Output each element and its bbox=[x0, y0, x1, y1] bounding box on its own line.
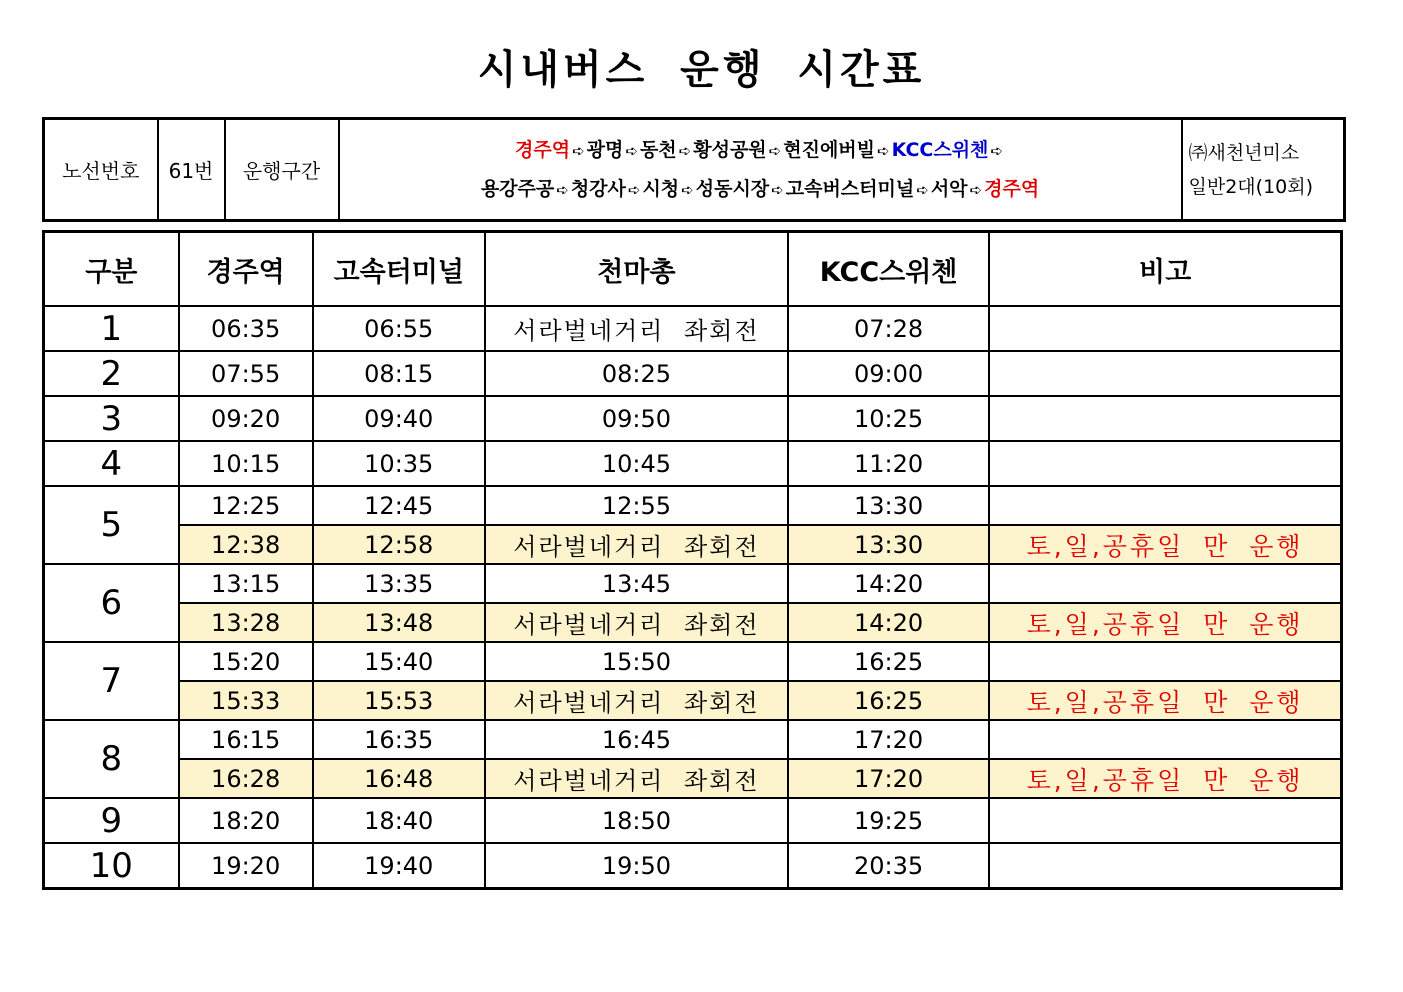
time-cell: 09:20 bbox=[179, 396, 313, 441]
remark-cell bbox=[989, 642, 1341, 681]
time-cell: 16:28 bbox=[179, 759, 313, 798]
trip-row bbox=[44, 396, 1342, 441]
column-header: 비고 bbox=[989, 232, 1341, 307]
time-cell: 12:58 bbox=[313, 525, 485, 564]
trip-row bbox=[44, 798, 1342, 843]
route-stop: 경주역 bbox=[515, 138, 571, 161]
trip-row bbox=[44, 843, 1342, 889]
column-header: 경주역 bbox=[179, 232, 313, 307]
arrow-right-icon: ➪ bbox=[916, 180, 929, 199]
remark-cell bbox=[989, 351, 1341, 396]
trip-row bbox=[44, 351, 1342, 396]
time-cell: 09:50 bbox=[485, 396, 788, 441]
time-cell: 18:20 bbox=[179, 798, 313, 843]
remark-cell: 토,일,공휴일 만 운행 bbox=[989, 681, 1341, 720]
trip-number: 7 bbox=[44, 642, 179, 720]
time-cell: 11:20 bbox=[788, 441, 989, 486]
time-cell: 14:20 bbox=[788, 603, 989, 642]
time-cell: 15:40 bbox=[313, 642, 485, 681]
time-cell: 16:48 bbox=[313, 759, 485, 798]
time-cell: 13:30 bbox=[788, 486, 989, 525]
trip-row bbox=[44, 306, 1342, 351]
remark-cell bbox=[989, 441, 1341, 486]
time-cell: 17:20 bbox=[788, 759, 989, 798]
route-stop: KCC스위첸 bbox=[891, 138, 989, 161]
schedule-table bbox=[42, 230, 1343, 890]
route-stop: 성동시장 bbox=[695, 177, 770, 200]
time-cell: 13:45 bbox=[485, 564, 788, 603]
weekend-trip-row bbox=[44, 759, 1342, 798]
operator-info bbox=[1182, 119, 1345, 221]
time-cell: 17:20 bbox=[788, 720, 989, 759]
column-header: 고속터미널 bbox=[313, 232, 485, 307]
time-cell: 18:40 bbox=[313, 798, 485, 843]
operator-name: ㈜새천년미소 bbox=[1188, 141, 1300, 164]
route-stop: 동천 bbox=[639, 138, 677, 161]
time-cell: 08:25 bbox=[485, 351, 788, 396]
time-cell: 14:20 bbox=[788, 564, 989, 603]
trip-number: 10 bbox=[44, 843, 179, 889]
time-cell: 서라벌네거리 좌회전 bbox=[485, 306, 788, 351]
time-cell: 07:28 bbox=[788, 306, 989, 351]
time-cell: 13:30 bbox=[788, 525, 989, 564]
time-cell: 13:15 bbox=[179, 564, 313, 603]
weekend-trip-row bbox=[44, 525, 1342, 564]
trip-number: 5 bbox=[44, 486, 179, 564]
route-stop: 시청 bbox=[642, 177, 680, 200]
time-cell: 16:25 bbox=[788, 681, 989, 720]
route-section-label: 운행구간 bbox=[225, 119, 339, 221]
time-cell: 19:50 bbox=[485, 843, 788, 889]
remark-cell: 토,일,공휴일 만 운행 bbox=[989, 759, 1341, 798]
time-cell: 15:20 bbox=[179, 642, 313, 681]
route-stop: 경주역 bbox=[984, 177, 1040, 200]
trip-number: 3 bbox=[44, 396, 179, 441]
time-cell: 19:40 bbox=[313, 843, 485, 889]
arrow-right-icon: ➪ bbox=[768, 141, 782, 160]
arrow-right-icon: ➪ bbox=[627, 180, 641, 199]
time-cell: 12:45 bbox=[313, 486, 485, 525]
trip-number: 2 bbox=[44, 351, 179, 396]
arrow-right-icon: ➪ bbox=[625, 141, 638, 160]
arrow-right-icon: ➪ bbox=[877, 141, 890, 160]
route-stop: 청강사 bbox=[570, 177, 626, 200]
time-cell: 10:15 bbox=[179, 441, 313, 486]
column-header: KCC스위첸 bbox=[788, 232, 989, 307]
route-path bbox=[339, 119, 1182, 221]
remark-cell bbox=[989, 798, 1341, 843]
arrow-right-icon: ➪ bbox=[572, 141, 585, 160]
column-header: 구분 bbox=[44, 232, 179, 307]
time-cell: 15:50 bbox=[485, 642, 788, 681]
trip-row bbox=[44, 720, 1342, 759]
remark-cell: 토,일,공휴일 만 운행 bbox=[989, 603, 1341, 642]
page-title: 시내버스 운행 시간표 bbox=[477, 47, 926, 93]
route-info-table bbox=[42, 117, 1346, 222]
arrow-right-icon: ➪ bbox=[556, 180, 569, 199]
route-stop: 용강주공 bbox=[480, 177, 555, 200]
time-cell: 16:15 bbox=[179, 720, 313, 759]
trip-number: 1 bbox=[44, 306, 179, 351]
weekend-trip-row bbox=[44, 681, 1342, 720]
time-cell: 09:40 bbox=[313, 396, 485, 441]
time-cell: 19:25 bbox=[788, 798, 989, 843]
time-cell: 19:20 bbox=[179, 843, 313, 889]
trip-row bbox=[44, 642, 1342, 681]
remark-cell bbox=[989, 396, 1341, 441]
remark-cell bbox=[989, 306, 1341, 351]
route-number-value: 61번 bbox=[158, 119, 225, 221]
trip-row bbox=[44, 564, 1342, 603]
time-cell: 20:35 bbox=[788, 843, 989, 889]
trip-row bbox=[44, 486, 1342, 525]
time-cell: 10:35 bbox=[313, 441, 485, 486]
time-cell: 서라벌네거리 좌회전 bbox=[485, 603, 788, 642]
bus-count-info: 일반2대(10회) bbox=[1188, 175, 1314, 198]
time-cell: 18:50 bbox=[485, 798, 788, 843]
time-cell: 12:25 bbox=[179, 486, 313, 525]
time-cell: 08:15 bbox=[313, 351, 485, 396]
time-cell: 13:35 bbox=[313, 564, 485, 603]
arrow-right-icon: ➪ bbox=[969, 180, 983, 199]
time-cell: 10:25 bbox=[788, 396, 989, 441]
trip-number: 6 bbox=[44, 564, 179, 642]
route-stop: 서악 bbox=[930, 177, 968, 200]
time-cell: 16:25 bbox=[788, 642, 989, 681]
trip-row bbox=[44, 441, 1342, 486]
route-stop: 황성공원 bbox=[693, 138, 767, 161]
remark-cell bbox=[989, 843, 1341, 889]
time-cell: 서라벌네거리 좌회전 bbox=[485, 759, 788, 798]
remark-cell bbox=[989, 720, 1341, 759]
arrow-right-icon: ➪ bbox=[681, 180, 694, 199]
time-cell: 13:48 bbox=[313, 603, 485, 642]
column-header: 천마총 bbox=[485, 232, 788, 307]
time-cell: 07:55 bbox=[179, 351, 313, 396]
time-cell: 12:55 bbox=[485, 486, 788, 525]
time-cell: 서라벌네거리 좌회전 bbox=[485, 525, 788, 564]
time-cell: 16:35 bbox=[313, 720, 485, 759]
arrow-right-icon: ➪ bbox=[990, 141, 1003, 160]
route-stop: 고속버스터미널 bbox=[785, 177, 915, 200]
time-cell: 10:45 bbox=[485, 441, 788, 486]
route-number-label: 노선번호 bbox=[44, 119, 158, 221]
arrow-right-icon: ➪ bbox=[771, 180, 784, 199]
time-cell: 15:33 bbox=[179, 681, 313, 720]
time-cell: 06:55 bbox=[313, 306, 485, 351]
trip-number: 8 bbox=[44, 720, 179, 798]
route-stop: 현진에버빌 bbox=[783, 138, 876, 161]
remark-cell bbox=[989, 564, 1341, 603]
route-stop: 광명 bbox=[586, 138, 624, 161]
time-cell: 16:45 bbox=[485, 720, 788, 759]
trip-number: 4 bbox=[44, 441, 179, 486]
route-path-line-2 bbox=[340, 170, 1181, 209]
remark-cell bbox=[989, 486, 1341, 525]
time-cell: 12:38 bbox=[179, 525, 313, 564]
time-cell: 15:53 bbox=[313, 681, 485, 720]
schedule-body bbox=[44, 306, 1342, 889]
arrow-right-icon: ➪ bbox=[678, 141, 692, 160]
weekend-trip-row bbox=[44, 603, 1342, 642]
schedule-header-row bbox=[44, 232, 1342, 307]
route-path-line-1 bbox=[340, 131, 1181, 170]
time-cell: 서라벌네거리 좌회전 bbox=[485, 681, 788, 720]
time-cell: 09:00 bbox=[788, 351, 989, 396]
trip-number: 9 bbox=[44, 798, 179, 843]
time-cell: 06:35 bbox=[179, 306, 313, 351]
time-cell: 13:28 bbox=[179, 603, 313, 642]
remark-cell: 토,일,공휴일 만 운행 bbox=[989, 525, 1341, 564]
